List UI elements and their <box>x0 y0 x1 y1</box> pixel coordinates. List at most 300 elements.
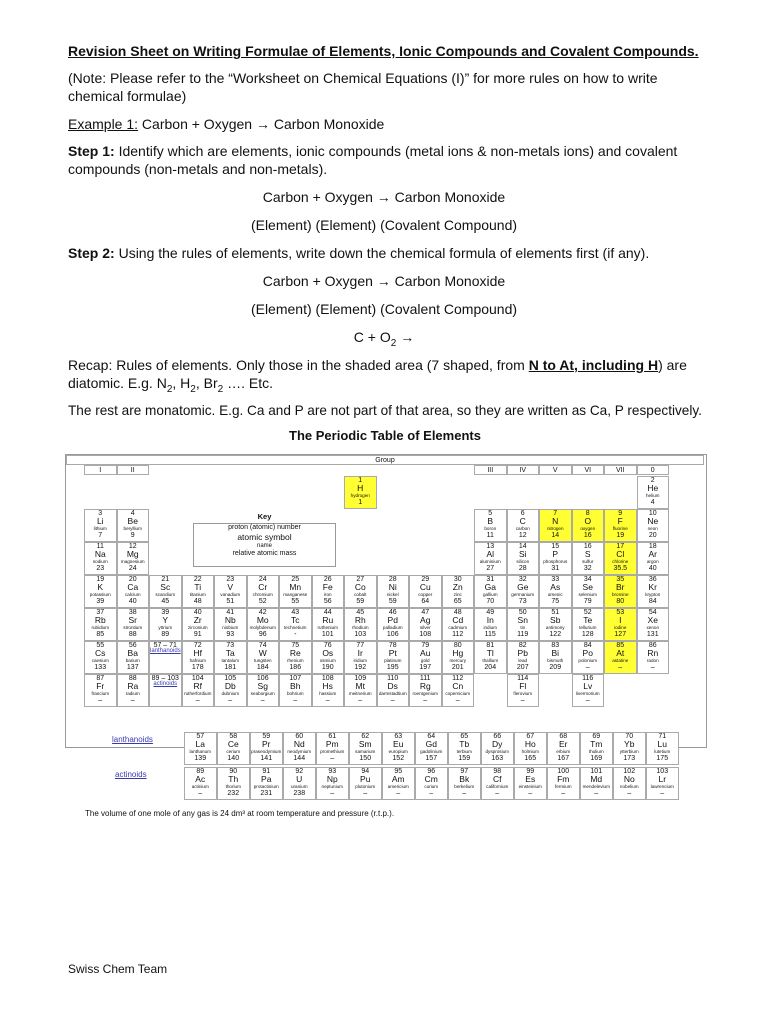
relative-atomic-mass: 137 <box>126 663 139 671</box>
relative-atomic-mass: – <box>585 696 590 704</box>
element-cell-v <box>214 575 247 608</box>
element-name: actinoids <box>153 681 178 688</box>
element-symbol: Te <box>583 615 593 626</box>
element-cell-th <box>217 767 250 800</box>
element-cell-ge <box>507 575 540 608</box>
element-cell-lv <box>572 674 605 707</box>
element-name: boron <box>484 526 497 532</box>
element-cell-nd <box>283 732 316 765</box>
atomic-number: 77 <box>356 642 365 649</box>
atomic-number: 48 <box>453 609 462 616</box>
atomic-number: 73 <box>226 642 235 649</box>
element-symbol: Dy <box>492 739 503 750</box>
element-symbol: F <box>617 516 623 527</box>
atomic-number: 20 <box>128 576 137 583</box>
element-name: phosphorus <box>543 559 568 565</box>
relative-atomic-mass: 186 <box>289 663 302 671</box>
element-name: neon <box>647 526 658 532</box>
element-cell-tm <box>580 732 613 765</box>
element-cell-db <box>214 674 247 707</box>
element-name: cadmium <box>448 625 468 631</box>
element-symbol: He <box>647 483 659 494</box>
f-block <box>184 732 684 806</box>
element-cell-pt <box>377 641 410 674</box>
formula-arrow: → <box>396 329 415 345</box>
element-symbol: N <box>552 516 559 527</box>
element-cell-sm <box>349 732 382 765</box>
element-cell-kr <box>637 575 670 608</box>
relative-atomic-mass: 11 <box>486 531 494 539</box>
element-name: bromine <box>611 592 629 598</box>
element-cell-y <box>149 608 182 641</box>
element-cell-b <box>474 509 507 542</box>
relative-atomic-mass: 91 <box>193 630 202 638</box>
relative-atomic-mass: – <box>330 789 335 797</box>
element-name: lawrencium <box>650 784 674 790</box>
element-name: tin <box>520 625 526 631</box>
element-name: fermium <box>554 784 572 790</box>
element-symbol: Po <box>582 648 593 659</box>
element-cell-c <box>507 509 540 542</box>
element-cell-au <box>409 641 442 674</box>
element-symbol: Y <box>162 615 169 626</box>
element-name: copernicium <box>445 691 471 697</box>
element-name: beryllium <box>123 526 142 532</box>
element-cell-te <box>572 608 605 641</box>
element-symbol: Bk <box>459 774 470 785</box>
relative-atomic-mass: 65 <box>453 597 462 605</box>
atomic-number: 28 <box>388 576 397 583</box>
relative-atomic-mass: 119 <box>517 630 529 638</box>
relative-atomic-mass: 122 <box>549 630 562 638</box>
document-title: Revision Sheet on Writing Formulae of Elements, Ionic Compounds and Covalent Compounds. <box>68 43 699 59</box>
equation-2: Carbon + Oxygen → Carbon Monoxide <box>262 273 506 289</box>
relative-atomic-mass: 184 <box>256 663 269 671</box>
element-cell-he <box>637 476 670 509</box>
atomic-number: 111 <box>419 675 431 682</box>
element-symbol: W <box>258 648 267 659</box>
relative-atomic-mass: – <box>585 663 590 671</box>
element-name: chlorine <box>612 559 629 565</box>
atomic-number: 96 <box>427 768 436 775</box>
element-symbol: Na <box>94 549 106 560</box>
element-symbol: I <box>619 615 622 626</box>
atomic-number: 116 <box>582 675 594 682</box>
element-name: zinc <box>453 592 462 598</box>
atomic-number: 27 <box>356 576 365 583</box>
relative-atomic-mass: 1 <box>358 498 363 506</box>
atomic-number: 104 <box>191 675 204 682</box>
atomic-number: 109 <box>354 675 367 682</box>
relative-atomic-mass: – <box>260 696 265 704</box>
element-name: thulium <box>588 749 604 755</box>
element-symbol: Hf <box>193 648 202 659</box>
atomic-number: 4 <box>130 510 135 517</box>
element-symbol: In <box>486 615 494 626</box>
element-cell-li <box>84 509 117 542</box>
element-name: thorium <box>225 784 241 790</box>
relative-atomic-mass: 55 <box>291 597 300 605</box>
example-heading <box>68 115 718 133</box>
relative-atomic-mass: – <box>390 696 395 704</box>
element-symbol: Sn <box>517 615 528 626</box>
element-cell-mg <box>117 542 150 575</box>
element-cell-bh <box>279 674 312 707</box>
element-symbol: Ho <box>524 739 536 750</box>
recap-text <box>68 356 708 395</box>
atomic-number: 90 <box>229 768 238 775</box>
element-symbol: Ra <box>127 681 139 692</box>
element-symbol: Tm <box>590 739 603 750</box>
element-cell-h <box>344 476 377 509</box>
atomic-number: 7 <box>553 510 558 517</box>
atomic-number: 42 <box>258 609 267 616</box>
element-name: tungsten <box>253 658 272 664</box>
element-name: lutetium <box>654 749 671 755</box>
element-name: barium <box>125 658 140 664</box>
element-cell-np <box>316 767 349 800</box>
atomic-number: 22 <box>193 576 202 583</box>
relative-atomic-mass: 75 <box>551 597 560 605</box>
element-cell-in <box>474 608 507 641</box>
relative-atomic-mass: 19 <box>616 531 625 539</box>
relative-atomic-mass: 140 <box>227 754 240 762</box>
element-name: fluorine <box>612 526 628 532</box>
element-name: europium <box>388 749 408 755</box>
element-symbol: Mg <box>126 549 139 560</box>
atomic-number: 56 <box>128 642 137 649</box>
relative-atomic-mass: 175 <box>656 754 669 762</box>
equation-1: Carbon + Oxygen → Carbon Monoxide <box>262 189 506 205</box>
relative-atomic-mass: 150 <box>359 754 372 762</box>
element-symbol: Gd <box>425 739 437 750</box>
atomic-number: 64 <box>427 733 436 740</box>
atomic-number: 94 <box>361 768 370 775</box>
element-name: hassium <box>319 691 337 697</box>
atomic-number: 53 <box>616 609 625 616</box>
step1-body: Identify which are elements, ionic compounds (metal ions & non-metals ions) and covalent compounds (non-metals and non-metals). <box>68 143 678 177</box>
atomic-number: 69 <box>592 733 601 740</box>
element-name: niobium <box>222 625 239 631</box>
atomic-number: 114 <box>517 675 529 682</box>
relative-atomic-mass: 159 <box>458 754 471 762</box>
relative-atomic-mass: 108 <box>419 630 432 638</box>
relative-atomic-mass: 89 <box>161 630 170 638</box>
relative-atomic-mass: 59 <box>356 597 365 605</box>
atomic-number: 86 <box>648 642 657 649</box>
element-symbol: Sr <box>128 615 137 626</box>
key-line-2: atomic symbol <box>237 532 292 542</box>
element-symbol: Pa <box>261 774 272 785</box>
atomic-number: 25 <box>291 576 300 583</box>
element-cell-am <box>382 767 415 800</box>
relative-atomic-mass: 133 <box>94 663 107 671</box>
relative-atomic-mass: 201 <box>451 663 464 671</box>
element-symbol: Ba <box>127 648 138 659</box>
element-name: scandium <box>155 592 176 598</box>
element-symbol: Er <box>559 739 568 750</box>
atomic-number: 54 <box>648 609 657 616</box>
element-name: gallium <box>482 592 498 598</box>
element-cell-sn <box>507 608 540 641</box>
element-symbol: Kr <box>648 582 657 593</box>
example-label: Example 1: <box>68 116 139 132</box>
element-cell-hg <box>442 641 475 674</box>
relative-atomic-mass: 103 <box>354 630 367 638</box>
element-cell-cu <box>409 575 442 608</box>
element-cell-fe <box>312 575 345 608</box>
element-cell-f <box>604 509 637 542</box>
relative-atomic-mass: 39 <box>96 597 105 605</box>
element-symbol: Np <box>326 774 338 785</box>
relative-atomic-mass: 20 <box>648 531 657 539</box>
relative-atomic-mass: 40 <box>648 564 657 572</box>
atomic-number: 97 <box>460 768 469 775</box>
atomic-number: 51 <box>551 609 560 616</box>
element-cell-rh <box>344 608 377 641</box>
atomic-number: 75 <box>291 642 300 649</box>
gas-volume-note: The volume of one mole of any gas is 24 dm³ at room temperature and pressure (r.t.p.). <box>85 809 395 818</box>
element-name: silicon <box>516 559 530 565</box>
element-cell-ag <box>409 608 442 641</box>
atomic-number: 36 <box>648 576 657 583</box>
atomic-number: 16 <box>583 543 592 550</box>
element-cell-ne <box>637 509 670 542</box>
relative-atomic-mass: 79 <box>583 597 592 605</box>
atomic-number: 101 <box>590 768 603 775</box>
element-symbol: Db <box>224 681 236 692</box>
element-symbol: Ag <box>420 615 431 626</box>
element-symbol: P <box>552 549 559 560</box>
relative-atomic-mass: 84 <box>648 597 657 605</box>
element-symbol: Pm <box>325 739 339 750</box>
element-cell-md <box>580 767 613 800</box>
element-cell-cs <box>84 641 117 674</box>
element-symbol: Al <box>486 549 495 560</box>
element-symbol: Zr <box>193 615 202 626</box>
element-cell-nb <box>214 608 247 641</box>
relative-atomic-mass: 178 <box>191 663 204 671</box>
element-symbol: Cm <box>424 774 438 785</box>
element-name: chromium <box>252 592 273 598</box>
atomic-number: 84 <box>583 642 592 649</box>
element-cell-as <box>539 575 572 608</box>
element-name: indium <box>483 625 498 631</box>
relative-atomic-mass: 64 <box>421 597 430 605</box>
relative-atomic-mass: - <box>294 630 297 638</box>
element-cell-sc <box>149 575 182 608</box>
relative-atomic-mass: 48 <box>193 597 202 605</box>
element-name: samarium <box>355 749 376 755</box>
atomic-number: 26 <box>323 576 332 583</box>
element-symbol: Ge <box>517 582 529 593</box>
relative-atomic-mass: 167 <box>557 754 570 762</box>
element-symbol: Be <box>127 516 138 527</box>
element-symbol: La <box>195 739 205 750</box>
atomic-number: 71 <box>658 733 667 740</box>
element-name: nitrogen <box>546 526 564 532</box>
relative-atomic-mass: 4 <box>650 498 655 506</box>
atomic-number: 46 <box>388 609 397 616</box>
element-symbol: Fe <box>322 582 333 593</box>
element-name: americium <box>387 784 409 790</box>
element-cell-br <box>604 575 637 608</box>
atomic-number: 33 <box>551 576 560 583</box>
element-name: selenium <box>578 592 597 598</box>
element-cell-os <box>312 641 345 674</box>
lanthanoids-label: lanthanoids <box>112 735 153 744</box>
element-cell-pb <box>507 641 540 674</box>
relative-atomic-mass: 197 <box>419 663 432 671</box>
relative-atomic-mass: – <box>561 789 566 797</box>
element-name: manganese <box>283 592 308 598</box>
element-name: iridium <box>353 658 368 664</box>
element-symbol: Os <box>322 648 334 659</box>
element-symbol: Ne <box>647 516 659 527</box>
atomic-number: 70 <box>625 733 634 740</box>
atomic-number: 88 <box>128 675 137 682</box>
element-name: holmium <box>521 749 539 755</box>
element-symbol: Bh <box>290 681 301 692</box>
element-name: helium <box>645 493 660 499</box>
element-cell-cd <box>442 608 475 641</box>
element-name: carbon <box>515 526 530 532</box>
element-name: mendelevium <box>582 784 610 790</box>
element-cell-mn <box>279 575 312 608</box>
element-cell-o <box>572 509 605 542</box>
element-name: xenon <box>646 625 660 631</box>
element-cell-ru <box>312 608 345 641</box>
element-name: berkelium <box>454 784 475 790</box>
atomic-number: 45 <box>356 609 365 616</box>
relative-atomic-mass: – <box>528 789 533 797</box>
atomic-number: 100 <box>557 768 570 775</box>
element-symbol: U <box>296 774 303 785</box>
relative-atomic-mass: 195 <box>386 663 399 671</box>
recap-e: , Br <box>195 375 218 391</box>
element-symbol: Ti <box>194 582 202 593</box>
formula-line <box>0 328 768 349</box>
relative-atomic-mass: – <box>594 789 599 797</box>
atomic-number: 91 <box>262 768 271 775</box>
element-symbol: Sg <box>257 681 268 692</box>
element-cell-ac <box>184 767 217 800</box>
element-name: magnesium <box>120 559 145 565</box>
atomic-number: 98 <box>493 768 502 775</box>
relative-atomic-mass: 128 <box>581 630 594 638</box>
atomic-number: 40 <box>193 609 202 616</box>
element-cell-ga <box>474 575 507 608</box>
relative-atomic-mass: – <box>228 696 233 704</box>
element-name: yttrium <box>158 625 173 631</box>
element-symbol: Sm <box>358 739 372 750</box>
atomic-number: 47 <box>421 609 430 616</box>
element-cell-ni <box>377 575 410 608</box>
step1-text <box>68 142 708 178</box>
atomic-number: 35 <box>616 576 625 583</box>
element-name: rhodium <box>351 625 369 631</box>
element-cell-cr <box>247 575 280 608</box>
atomic-number: 89 – 103 <box>151 675 179 682</box>
footer-text: Swiss Chem Team <box>68 962 168 976</box>
atomic-number: 99 <box>526 768 535 775</box>
element-name: gold <box>420 658 430 664</box>
element-cell-xe <box>637 608 670 641</box>
element-cell-cm <box>415 767 448 800</box>
relative-atomic-mass: – <box>455 696 460 704</box>
group-label-VII: VII <box>604 465 637 475</box>
atomic-number: 38 <box>128 609 137 616</box>
element-name: rhenium <box>286 658 304 664</box>
element-name: nobelium <box>619 784 639 790</box>
relative-atomic-mass: 40 <box>128 597 137 605</box>
element-cell-co <box>344 575 377 608</box>
element-cell-actinoids <box>149 674 182 707</box>
element-name: osmium <box>319 658 336 664</box>
element-name: aluminium <box>479 559 501 565</box>
element-cell-pa <box>250 767 283 800</box>
element-name: iodine <box>614 625 627 631</box>
group-label-II: II <box>117 465 150 475</box>
group-label-I: I <box>84 465 117 475</box>
atomic-number: 110 <box>387 675 399 682</box>
relative-atomic-mass: 163 <box>491 754 504 762</box>
atomic-number: 81 <box>486 642 495 649</box>
element-cell-tb <box>448 732 481 765</box>
element-cell-rg <box>409 674 442 707</box>
element-name: plutonium <box>355 784 376 790</box>
element-symbol: Pu <box>360 774 371 785</box>
element-cell-bk <box>448 767 481 800</box>
element-symbol: Tc <box>291 615 300 626</box>
periodic-table-grid <box>65 454 707 748</box>
relative-atomic-mass: – <box>495 789 500 797</box>
atomic-number: 34 <box>583 576 592 583</box>
element-name: radon <box>646 658 659 664</box>
element-name: mercury <box>449 658 467 664</box>
atomic-number: 57 – 71 <box>153 642 177 649</box>
element-cell-es <box>514 767 547 800</box>
actinoids-label: actinoids <box>115 770 147 779</box>
atomic-number: 17 <box>616 543 625 550</box>
element-cell-lanthanoids <box>149 641 182 674</box>
atomic-number: 39 <box>161 609 170 616</box>
element-symbol: Cr <box>258 582 268 593</box>
element-cell-rn <box>637 641 670 674</box>
element-symbol: K <box>97 582 104 593</box>
monatomic-text: The rest are monatomic. E.g. Ca and P are not part of that area, so they are written as Ca, P respectively. <box>68 403 702 418</box>
element-symbol: Cf <box>493 774 502 785</box>
atomic-number: 23 <box>226 576 235 583</box>
atomic-number: 50 <box>518 609 527 616</box>
atomic-number: 78 <box>388 642 397 649</box>
atomic-number: 103 <box>656 768 669 775</box>
relative-atomic-mass: – <box>293 696 298 704</box>
element-cell-na <box>84 542 117 575</box>
element-symbol: Th <box>228 774 239 785</box>
element-name: astatine <box>612 658 629 664</box>
element-symbol: Sc <box>160 582 171 593</box>
element-name: vanadium <box>220 592 241 598</box>
element-name: bohrium <box>286 691 304 697</box>
types-2: (Element) (Element) (Covalent Compound) <box>250 301 518 317</box>
relative-atomic-mass: 59 <box>388 597 397 605</box>
element-name: francium <box>91 691 110 697</box>
relative-atomic-mass: 152 <box>392 754 405 762</box>
element-symbol: Ca <box>127 582 139 593</box>
element-name: dysprosium <box>485 749 509 755</box>
element-symbol: C <box>519 516 526 527</box>
